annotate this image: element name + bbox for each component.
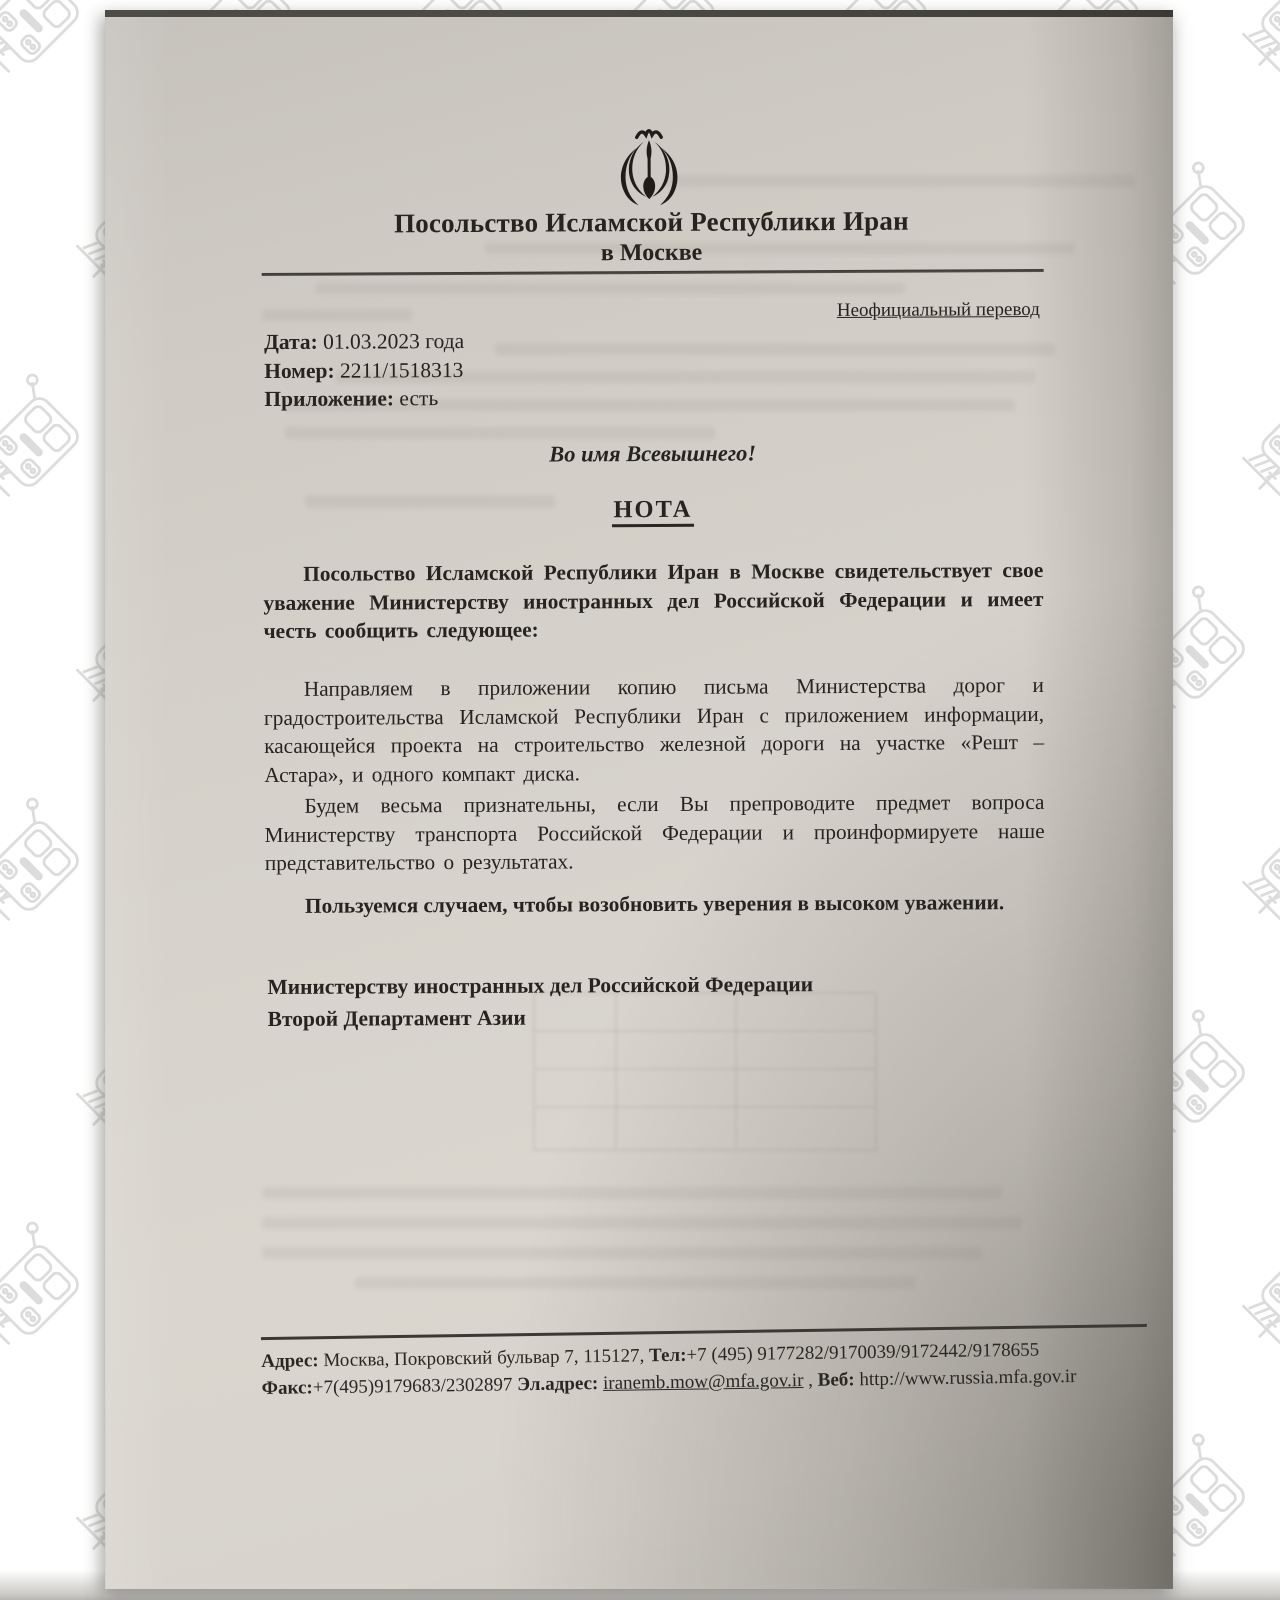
note-title — [263, 494, 1043, 526]
email-value: iranemb.mow@mfa.gov.ir — [602, 1370, 804, 1394]
fax-label: Факс: — [261, 1377, 313, 1400]
address-value: Москва, Покровский бульвар 7, 115127, — [323, 1345, 645, 1372]
tel-label: Тел: — [648, 1344, 687, 1367]
document-page — [105, 10, 1173, 1589]
tel-value: +7 (495) 9177282/9170039/9172442/9178655 — [686, 1339, 1040, 1366]
embassy-name: Посольство Исламской Республики Иран — [393, 205, 909, 239]
paragraph-subject: Направляем в приложении копию письма Министерства дорог и градостроительства Исламской Республики Иран с приложением информации, касающейся проекта на строительство железной дороги на участке «Решт – Астара», и одного компакт диска. — [263, 672, 1045, 787]
iran-emblem-icon — [609, 125, 689, 209]
header-divider — [262, 269, 1044, 276]
invocation-line: Во имя Всевышнего! — [549, 440, 757, 467]
paragraph-request: Будем весьма признательны, если Вы препроводите предмет вопроса Министерству транспорта Российской Федерации и проинформируете наше представительство о результатах. — [264, 789, 1045, 876]
date-label: Дата: — [263, 329, 318, 355]
note-title-text: НОТА — [611, 496, 694, 527]
web-label: Веб: — [817, 1369, 855, 1391]
letter-content — [260, 15, 1077, 1591]
email-label: Эл.адрес: — [516, 1373, 599, 1396]
web-value: http://www.russia.mfa.gov.ir — [859, 1365, 1077, 1391]
fax-value: +7(495)9179683/2302897 — [312, 1374, 513, 1399]
addressee-line-1: Министерству иностранных дел Российской Федерации — [267, 972, 814, 1000]
footer-block — [261, 1324, 1148, 1402]
number-value: 2211/1518313 — [339, 357, 464, 383]
addressee-line-2: Второй Департамент Азии — [267, 1005, 526, 1032]
meta-date — [264, 327, 464, 357]
date-value: 01.03.2023 года — [323, 328, 465, 354]
meta-number — [264, 355, 464, 385]
email-suffix: , — [803, 1369, 814, 1392]
attachment-label: Приложение: — [264, 386, 395, 412]
letter-meta — [264, 327, 465, 414]
meta-attachment — [264, 384, 464, 414]
addressee-block — [267, 968, 813, 1035]
embassy-city: в Москве — [600, 239, 703, 267]
paragraph-courtesy: Посольство Исламской Республики Иран в Москве свидетельствует свое уважение Министерству иностранных дел Российской Федерации и имеет честь сообщить следующее: — [263, 557, 1044, 644]
translation-note: Неофициальный перевод — [836, 298, 1040, 322]
number-label: Номер: — [264, 358, 335, 383]
address-label: Адрес: — [261, 1350, 319, 1373]
attachment-value: есть — [399, 386, 439, 411]
closing-line: Пользуемся случаем, чтобы возобновить уверения в высоком уважении. — [304, 890, 1005, 918]
